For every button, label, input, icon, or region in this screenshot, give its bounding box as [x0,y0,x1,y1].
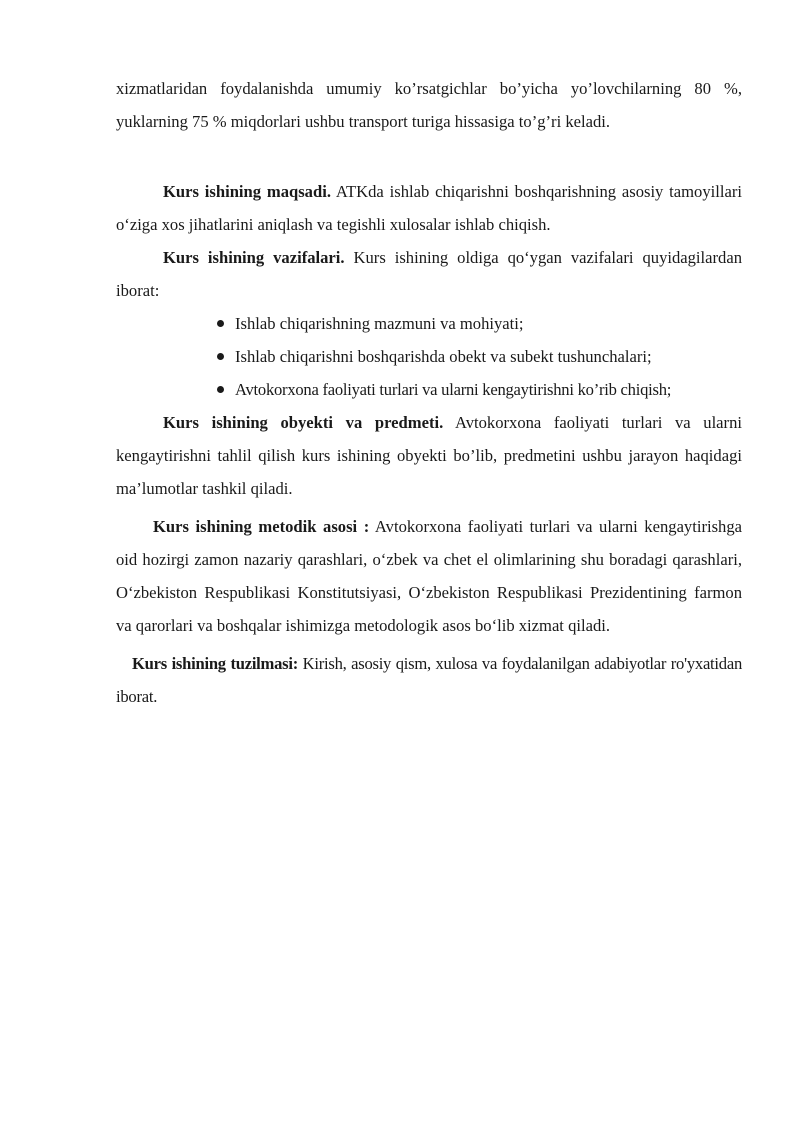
goal-text: ATKda ishlab chiqarishni boshqarishning asosiy tamoyillari o‘ziga xos jihatlarini aniqlash va tegishli xulosalar ishlab chiqish. [116,182,742,234]
method-text: Avtokorxona faoliyati turlari va ularni kengaytirishga oid hozirgi zamon nazariy qarashlari, o‘zbek va chet el olimlarining shu boradagi qarashlari, O‘zbekiston Respublikasi Konstitutsiyasi, O‘zbekiston Respublikasi Prezidentining farmon va qarorlari va boshqalar ishimizga metodologik asos bo‘lib xizmat qiladi. [116,517,742,635]
method-heading: Kurs ishining metodik asosi : [153,517,370,536]
list-item [219,340,742,373]
object-text: Avtokorxona faoliyati turlari va ularni kengaytirishni tahlil qilish kurs ishining obyekti bo’lib, predmetini ushbu jarayon haqidagi ma’lumotlar tashkil qiladi. [116,413,742,498]
goal-paragraph [116,175,742,241]
bullet-icon [217,320,224,327]
tasks-text: Kurs ishining oldiga qo‘ygan vazifalari quyidagilardan iborat: [116,248,743,300]
tasks-paragraph [116,241,742,307]
tasks-heading: Kurs ishining vazifalari. [163,248,345,267]
method-paragraph [116,510,742,642]
list-item-text: Ishlab chiqarishning mazmuni va mohiyati; [235,314,524,333]
list-item-text: Avtokorxona faoliyati turlari va ularni kengaytirishni ko’rib chiqish; [235,380,672,399]
list-item-text: Ishlab chiqarishni boshqarishda obekt va subekt tushunchalari; [235,347,652,366]
structure-text: Kirish, asosiy qism, xulosa va foydalanilgan adabiyotlar ro'yxatidan iborat. [116,654,742,706]
tasks-list [116,307,742,406]
object-paragraph [116,406,742,505]
intro-paragraph: xizmatlaridan foydalanishda umumiy ko’rsatgichlar bo’yicha yo’lovchilarning 80 %, yuklarning 75 % miqdorlari ushbu transport turiga hissasiga to’g’ri keladi. [116,79,742,131]
structure-paragraph [116,647,742,713]
object-heading: Kurs ishining obyekti va predmeti. [163,413,444,432]
bullet-icon [217,353,224,360]
list-item [219,307,742,340]
bullet-icon [217,386,224,393]
document-page [116,72,742,713]
goal-heading: Kurs ishining maqsadi. [163,182,331,201]
structure-heading: Kurs ishining tuzilmasi: [132,654,299,673]
list-item [219,373,742,406]
